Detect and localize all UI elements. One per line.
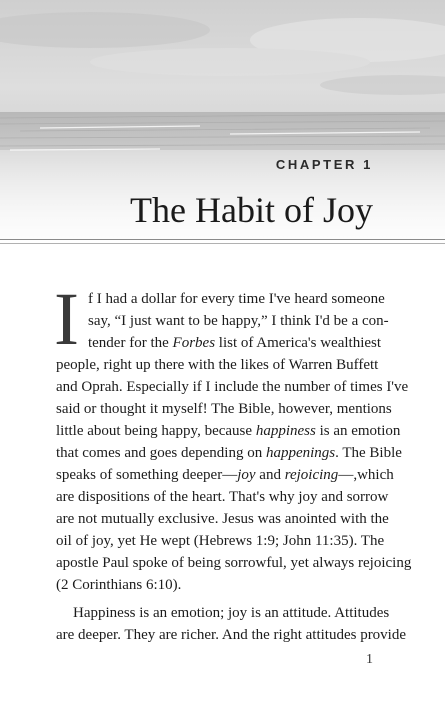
text-line: tender for the Forbes list of America's wealthiest — [87, 335, 382, 351]
chapter-body — [54, 278, 412, 646]
text-line: that comes and goes depending on happenings. The Bible — [56, 445, 402, 461]
text-line: Happiness is an emotion; joy is an attitude. Attitudes — [73, 605, 390, 621]
paragraph-2 — [56, 602, 407, 646]
text-line: speaks of something deeper—joy and rejoicing—,which — [56, 467, 394, 483]
text-line: little about being happy, because happiness is an emotion — [56, 423, 401, 439]
text-line: (2 Corinthians 6:10). — [56, 577, 182, 593]
title-rule-bottom — [0, 243, 445, 244]
drop-cap: I — [54, 278, 79, 361]
text-line: oil of joy, yet He wept (Hebrews 1:9; John 11:35). The — [56, 533, 385, 549]
chapter-title: The Habit of Joy — [130, 190, 373, 230]
text-line: people, right up there with the likes of Warren Buffett — [56, 357, 379, 373]
text-line: apostle Paul spoke of being sorrowful, yet always rejoicing — [56, 555, 412, 571]
paragraph-1 — [54, 278, 412, 596]
chapter-label: CHAPTER 1 — [275, 157, 373, 172]
page-number: 1 — [366, 652, 373, 667]
title-rule-top — [0, 239, 445, 240]
text-line: said or thought it myself! The Bible, however, mentions — [56, 401, 392, 417]
text-line: f I had a dollar for every time I've heard someone — [87, 291, 385, 307]
text-line: and Oprah. Especially if I include the number of times I've — [56, 379, 409, 395]
text-line: say, “I just want to be happy,” I think I'd be a con- — [87, 313, 389, 329]
text-line: are deeper. They are richer. And the right attitudes provide — [56, 627, 407, 643]
text-line: are not mutually exclusive. Jesus was anointed with the — [56, 511, 389, 527]
text-line: are dispositions of the heart. That's why joy and sorrow — [56, 489, 389, 505]
